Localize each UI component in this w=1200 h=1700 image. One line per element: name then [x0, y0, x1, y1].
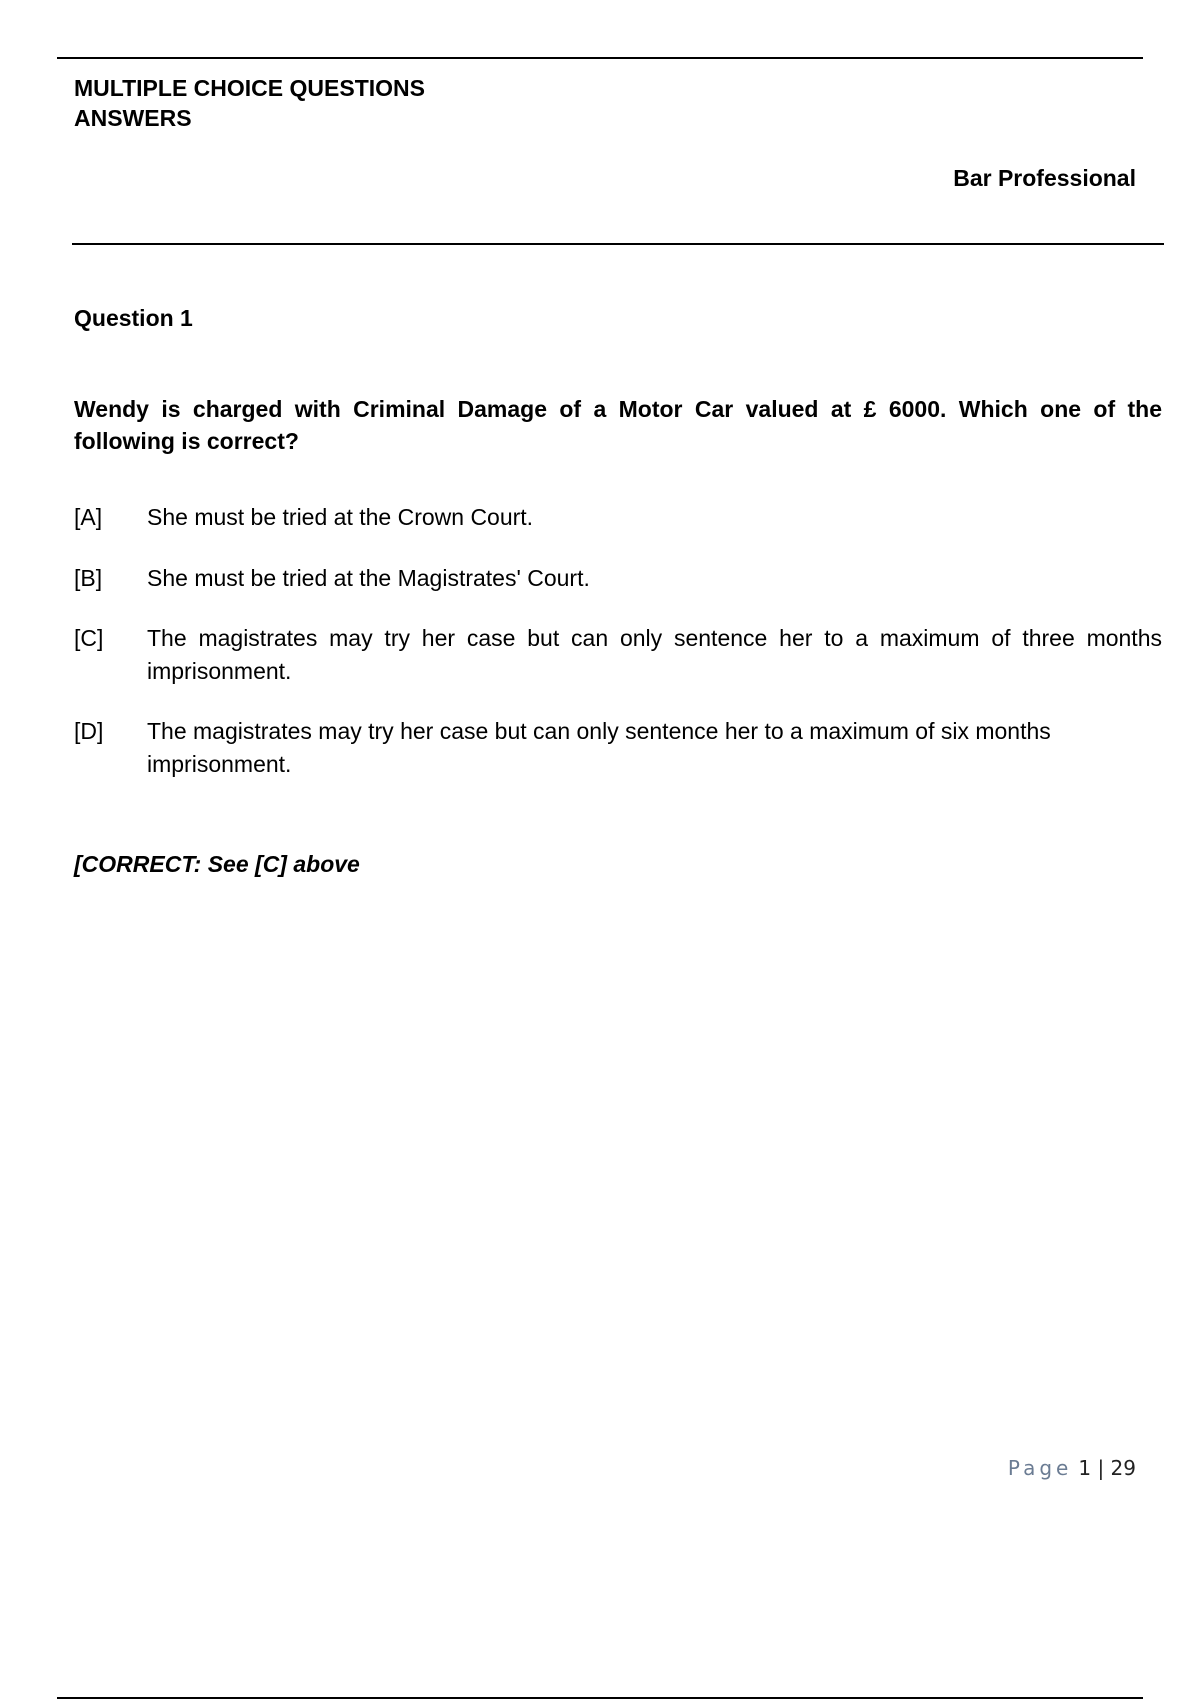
document-subtitle: Bar Professional	[953, 165, 1136, 191]
question-text: Wendy is charged with Criminal Damage of a Motor Car valued at £ 6000. Which one of the following is correct?	[74, 396, 1162, 454]
correct-answer: [CORRECT: See [C] above	[74, 851, 360, 877]
header-divider	[72, 243, 1164, 245]
page-separator: |	[1097, 1456, 1105, 1480]
title-line-1: MULTIPLE CHOICE QUESTIONS	[74, 75, 425, 101]
page-label: Page	[1007, 1456, 1073, 1480]
page-number	[1008, 1454, 1136, 1482]
option-text: She must be tried at the Crown Court.	[147, 504, 534, 530]
option-text: The magistrates may try her case but can only sentence her to a maximum of three months imprisonment.	[147, 625, 1162, 684]
page-total: 29	[1110, 1456, 1136, 1480]
option-text: The magistrates may try her case but can only sentence her to a maximum of six months imprisonment.	[147, 718, 1051, 777]
question-heading: Question 1	[74, 305, 193, 331]
page-current: 1	[1078, 1456, 1092, 1480]
option-text: She must be tried at the Magistrates' Court.	[147, 565, 590, 591]
option-letter: [B]	[74, 565, 103, 591]
option-letter: [D]	[74, 718, 104, 744]
option-c	[74, 622, 1162, 690]
top-divider	[57, 57, 1143, 59]
option-d	[74, 715, 1162, 783]
bottom-divider	[57, 1697, 1143, 1699]
option-letter: [C]	[74, 625, 104, 651]
title-line-2: ANSWERS	[74, 105, 192, 131]
option-a	[74, 501, 1162, 535]
option-b	[74, 562, 1162, 596]
document-title	[74, 73, 425, 133]
option-letter: [A]	[74, 504, 103, 530]
